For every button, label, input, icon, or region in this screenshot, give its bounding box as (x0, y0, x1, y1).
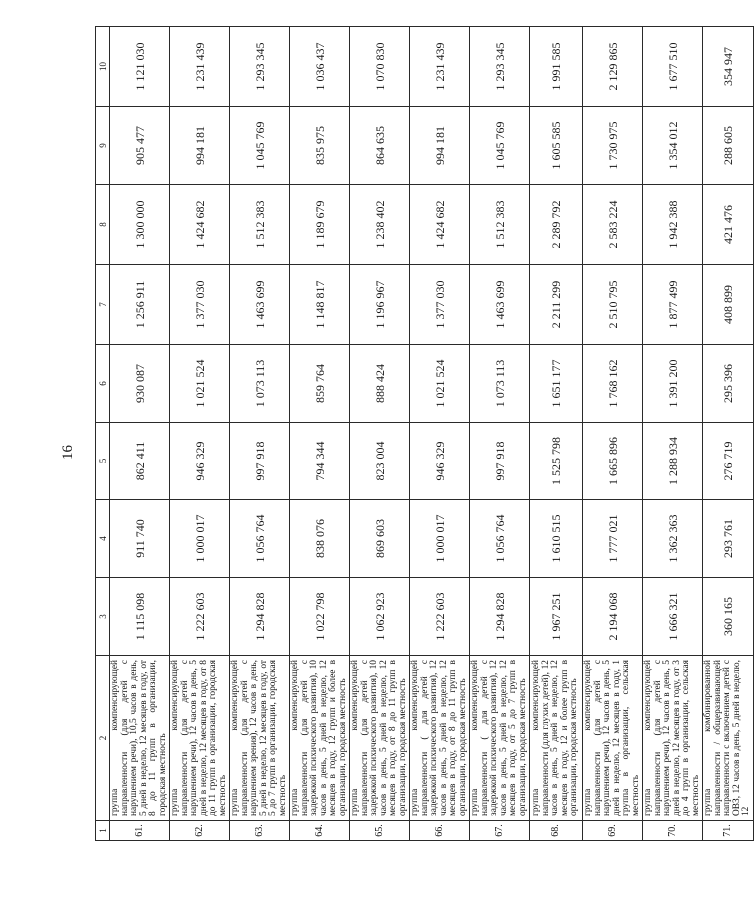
group-description: группа компенсирующей направленности (для детей с задержкой психического развития), 10 часов в день, 5 дней в неделю, 12 месяцев в году, 12 групп и более в организации, городская местность (290, 656, 350, 821)
cost-value: 421 476 (703, 185, 754, 265)
row-number: 65. (350, 821, 410, 841)
cost-value: 2 583 224 (583, 185, 643, 265)
cost-value: 1 512 383 (230, 185, 290, 265)
group-description: группа компенсирующей направленности (для детей с нарушением речи), 12 часов в день, 5 дней в неделю, 12 месяцев в году, от 8 до 11 групп в организации, городская местность (170, 656, 230, 821)
table-row (530, 27, 583, 841)
cost-value: 2 510 795 (583, 265, 643, 345)
cost-value: 1 877 499 (643, 265, 703, 345)
cost-value: 1 293 345 (470, 27, 530, 107)
row-number: 67. (470, 821, 530, 841)
cost-value: 1 000 017 (170, 500, 230, 578)
cost-value: 1 730 975 (583, 107, 643, 185)
cost-value: 864 635 (350, 107, 410, 185)
cost-value: 1 056 764 (470, 500, 530, 578)
cost-value: 1 045 769 (470, 107, 530, 185)
group-description: группа компенсирующей направленности (для детей с нарушением речи), 10,5 часов в день, 5 дней в неделю, 12 месяцев в году, от 8 до 11 групп в организации, городская местность (110, 656, 170, 821)
cost-value: 1 463 699 (230, 265, 290, 345)
cost-value: 354 947 (703, 27, 754, 107)
cost-value: 1 231 439 (170, 27, 230, 107)
cost-value: 408 899 (703, 265, 754, 345)
row-number: 62. (170, 821, 230, 841)
group-description: группа компенсирующей направленности (для детей с нарушением зрения), 12 часов в день, 5 дней в неделю, 12 месяцев в году, от 5 до 7 групп в организации, городская местность (230, 656, 290, 821)
cost-value: 2 289 792 (530, 185, 583, 265)
cost-value: 1 610 515 (530, 500, 583, 578)
table-row (410, 27, 470, 841)
cost-value: 930 087 (110, 345, 170, 423)
table-body (110, 27, 754, 841)
cost-value: 1 021 524 (170, 345, 230, 423)
table-row (643, 27, 703, 841)
cost-value: 1 942 388 (643, 185, 703, 265)
cost-value: 1 115 098 (110, 578, 170, 656)
cost-value: 1 196 967 (350, 265, 410, 345)
row-number: 66. (410, 821, 470, 841)
cost-value: 1 377 030 (170, 265, 230, 345)
cost-value: 859 764 (290, 345, 350, 423)
cost-value: 905 477 (110, 107, 170, 185)
column-header: 6 (96, 345, 110, 423)
column-header: 2 (96, 656, 110, 821)
cost-value: 1 222 603 (170, 578, 230, 656)
cost-value: 911 740 (110, 500, 170, 578)
column-header: 3 (96, 578, 110, 656)
row-number: 61. (110, 821, 170, 841)
column-header: 9 (96, 107, 110, 185)
cost-value: 835 975 (290, 107, 350, 185)
table-row (350, 27, 410, 841)
cost-value: 1 666 321 (643, 578, 703, 656)
cost-value: 994 181 (170, 107, 230, 185)
cost-value: 1 070 830 (350, 27, 410, 107)
cost-value: 1 354 012 (643, 107, 703, 185)
cost-value: 946 329 (170, 423, 230, 500)
cost-value: 888 424 (350, 345, 410, 423)
row-number: 68. (530, 821, 583, 841)
cost-value: 1 189 679 (290, 185, 350, 265)
cost-value: 1 768 162 (583, 345, 643, 423)
row-number: 70. (643, 821, 703, 841)
table-row (703, 27, 754, 841)
cost-value: 1 665 896 (583, 423, 643, 500)
cost-value: 1 651 177 (530, 345, 583, 423)
cost-value: 997 918 (470, 423, 530, 500)
cost-value: 997 918 (230, 423, 290, 500)
page-number: 16 (60, 445, 76, 460)
cost-value: 1 424 682 (170, 185, 230, 265)
table-row (290, 27, 350, 841)
group-description: группа компенсирующей направленности ( для детей с задержкой психического развития), 12 часов в день, 5 дней в неделю, 12 месяцев в году, от 5 до 7 групп в организации, городская местность (470, 656, 530, 821)
table-row (110, 27, 170, 841)
cost-value: 1 073 113 (230, 345, 290, 423)
cost-value: 2 194 068 (583, 578, 643, 656)
cost-value: 1 000 017 (410, 500, 470, 578)
cost-value: 2 211 299 (530, 265, 583, 345)
column-header: 10 (96, 27, 110, 107)
cost-value: 1 036 437 (290, 27, 350, 107)
cost-value: 1 605 585 (530, 107, 583, 185)
cost-value: 1 062 923 (350, 578, 410, 656)
cost-value: 862 411 (110, 423, 170, 500)
table-row (470, 27, 530, 841)
column-header: 5 (96, 423, 110, 500)
group-description: группа комбинированной направленности / общеразвивающей направленности с включением детей с ОВЗ, 12 часов в день, 5 дней в неделю, 12 (703, 656, 754, 821)
table-row (583, 27, 643, 841)
table-row (230, 27, 290, 841)
table-row (170, 27, 230, 841)
cost-value: 794 344 (290, 423, 350, 500)
column-header: 7 (96, 265, 110, 345)
table-header-row (96, 27, 110, 841)
cost-value: 1 967 251 (530, 578, 583, 656)
cost-value: 1 525 798 (530, 423, 583, 500)
group-description: группа компенсирующей направленности ( для детей с задержкой психического развития), 12 часов в день, 5 дней в неделю, 12 месяцев в году, от 8 до 11 групп в организации, городская местность (410, 656, 470, 821)
cost-value: 1 362 363 (643, 500, 703, 578)
cost-value: 360 165 (703, 578, 754, 656)
cost-value: 1 045 769 (230, 107, 290, 185)
column-header: 1 (96, 821, 110, 841)
row-number: 71. (703, 821, 754, 841)
column-header: 4 (96, 500, 110, 578)
cost-value: 293 761 (703, 500, 754, 578)
cost-value: 1 512 383 (470, 185, 530, 265)
cost-value: 1 148 817 (290, 265, 350, 345)
cost-value: 1 022 798 (290, 578, 350, 656)
cost-value: 1 056 764 (230, 500, 290, 578)
cost-value: 1 288 934 (643, 423, 703, 500)
cost-value: 288 605 (703, 107, 754, 185)
cost-value: 994 181 (410, 107, 470, 185)
cost-value: 1 300 000 (110, 185, 170, 265)
group-description: группа компенсирующей направленности (для глухих детей), 12 часов в день, 5 дней в неделю, 12 месяцев в году, 12 и более групп в организации, городская местность (530, 656, 583, 821)
cost-value: 1 677 510 (643, 27, 703, 107)
cost-value: 946 329 (410, 423, 470, 500)
row-number: 63. (230, 821, 290, 841)
cost-value: 869 603 (350, 500, 410, 578)
cost-value: 823 004 (350, 423, 410, 500)
cost-value: 1 021 524 (410, 345, 470, 423)
cost-value: 1 073 113 (470, 345, 530, 423)
group-description: группа компенсирующей направленности (для детей с нарушением речи), 12 часов в день, 5 дней в неделю, 12 месяцев в году, 1 группа в организации, сельская местность (583, 656, 643, 821)
cost-value: 1 121 030 (110, 27, 170, 107)
cost-value: 1 777 021 (583, 500, 643, 578)
cost-value: 276 719 (703, 423, 754, 500)
cost-value: 2 129 865 (583, 27, 643, 107)
cost-value: 1 463 699 (470, 265, 530, 345)
column-header: 8 (96, 185, 110, 265)
cost-value: 838 076 (290, 500, 350, 578)
row-number: 64. (290, 821, 350, 841)
cost-value: 1 238 402 (350, 185, 410, 265)
row-number: 69. (583, 821, 643, 841)
cost-value: 295 396 (703, 345, 754, 423)
cost-value: 1 294 828 (470, 578, 530, 656)
group-description: группа компенсирующей направленности (для детей с нарушением речи), 12 часов в день, 5 дней в неделю, 12 месяцев в году, от 3 до 4 групп в организации, сельская местность (643, 656, 703, 821)
cost-value: 1 231 439 (410, 27, 470, 107)
cost-value: 1 222 603 (410, 578, 470, 656)
cost-value: 1 991 585 (530, 27, 583, 107)
cost-value: 1 377 030 (410, 265, 470, 345)
cost-value: 1 391 200 (643, 345, 703, 423)
cost-value: 1 293 345 (230, 27, 290, 107)
cost-value: 1 294 828 (230, 578, 290, 656)
cost-value: 1 424 682 (410, 185, 470, 265)
group-description: группа компенсирующей направленности (для детей с задержкой психического развития), 10 часов в день, 5 дней в неделю, 12 месяцев в году, от 8 до 11 групп в организации, городская местность (350, 656, 410, 821)
cost-value: 1 256 911 (110, 265, 170, 345)
cost-table (95, 26, 754, 841)
